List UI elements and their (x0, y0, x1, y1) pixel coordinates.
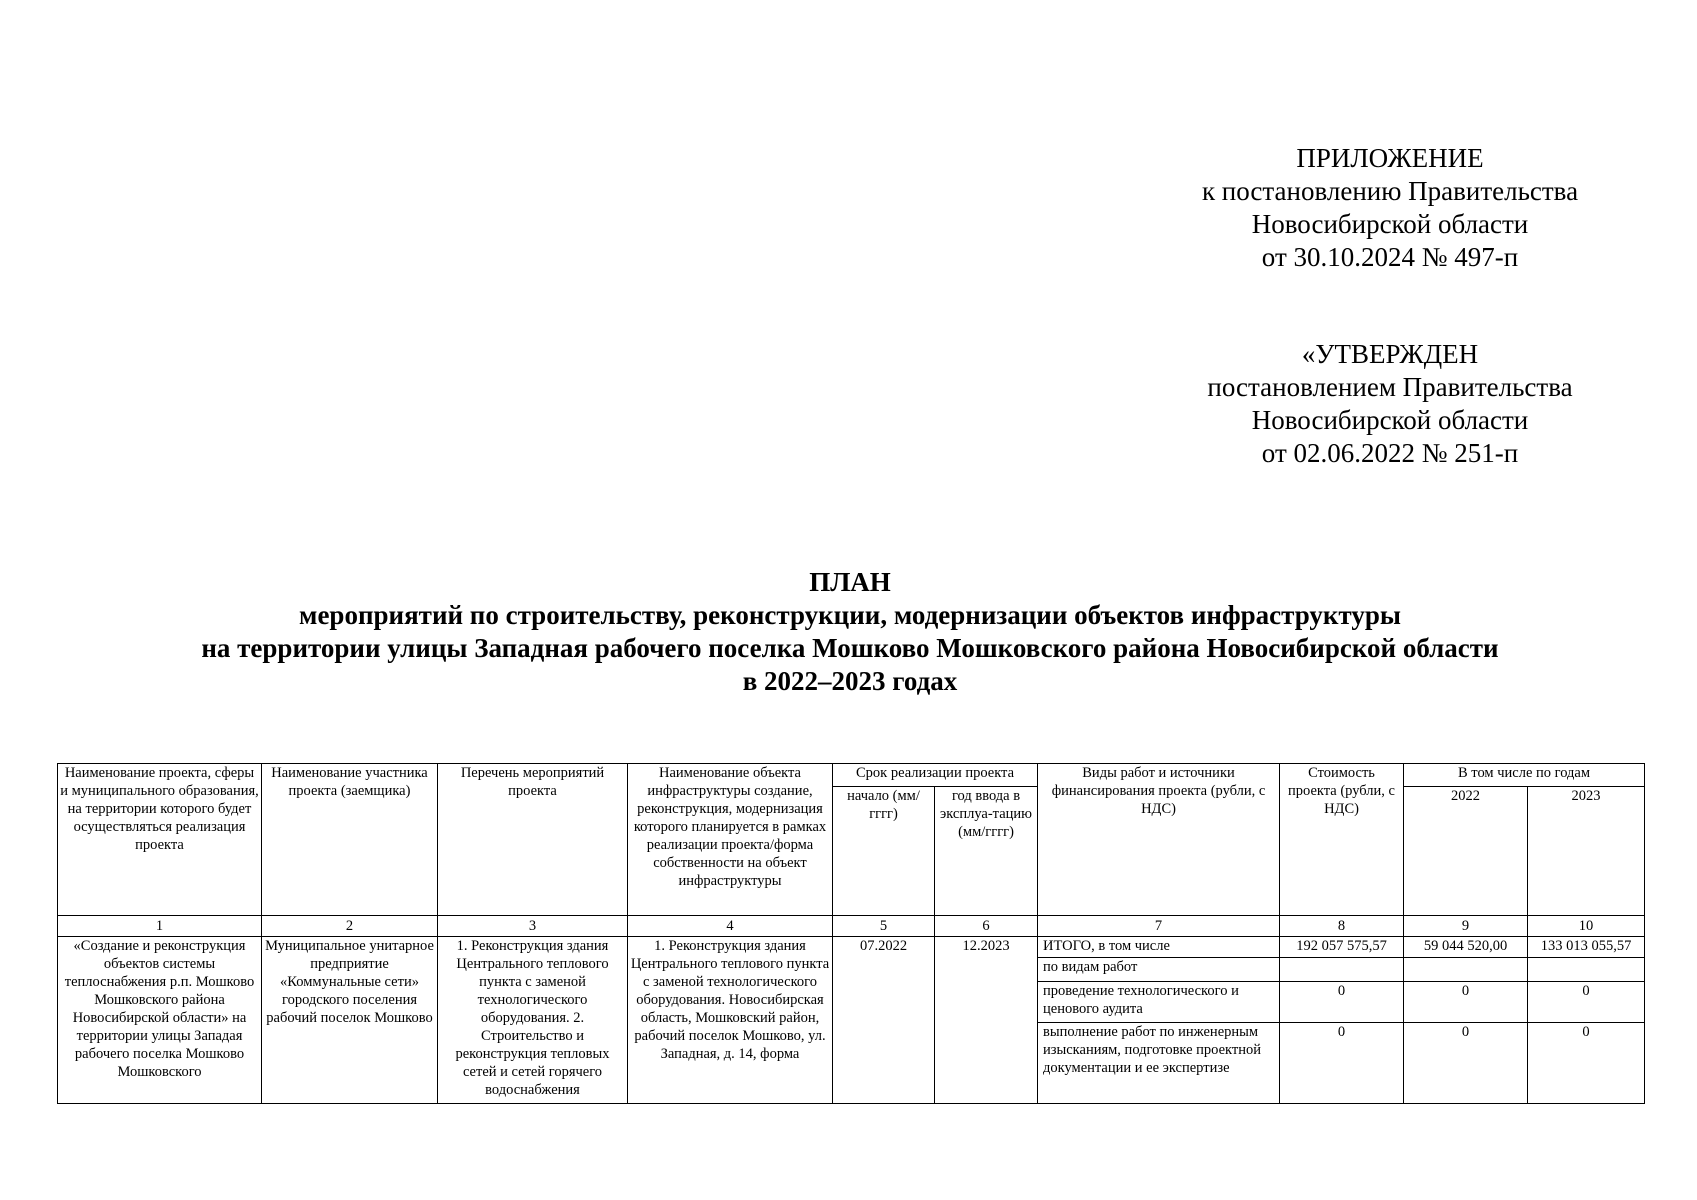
object-cell: 1. Реконструкция здания Центрального теплового пункта с заменой технологического оборудования. Новосибирская область, Мошковский район, рабочий поселок Мошково, ул. Западная, д. 14, форма (628, 937, 833, 1104)
column-number: 1 (58, 916, 262, 937)
column-number: 7 (1038, 916, 1280, 937)
measures-cell: 1. Реконструкция здания Центрального теплового пункта с заменой технологического оборудования. 2. Строительство и реконструкция тепловых сетей и сетей горячего водоснабжения (438, 937, 628, 1104)
participant-cell: Муниципальное унитарное предприятие «Коммунальные сети» городского поселения рабочий поселок Мошково (262, 937, 438, 1104)
header-project-name: Наименование проекта, сферы и муниципального образования, на территории которого будет осуществляться реализация проекта (58, 764, 262, 916)
approved-line: Новосибирской области (1251, 405, 1529, 435)
year-2022-cell: 59 044 520,00 (1404, 937, 1528, 958)
year-2023-cell: 133 013 055,57 (1528, 937, 1645, 958)
header-participant: Наименование участника проекта (заемщика) (262, 764, 438, 916)
column-number: 8 (1280, 916, 1404, 937)
year-2022-cell: 0 (1404, 982, 1528, 1023)
year-2022-cell: 0 (1404, 1023, 1528, 1104)
approved-line: от 02.06.2022 № 251-п (1261, 438, 1519, 468)
title-line: в 2022–2023 годах (742, 666, 958, 696)
project-name-cell: «Создание и реконструкция объектов системы теплоснабжения р.п. Мошково Мошковского района Новосибирской области» на территории улицы Западая рабочего поселка Мошково Мошковского (58, 937, 262, 1104)
header-start: начало (мм/гггг) (833, 787, 935, 916)
total-cost-cell: 192 057 575,57 (1280, 937, 1404, 958)
column-number: 10 (1528, 916, 1645, 937)
header-year-2023: 2023 (1528, 787, 1645, 916)
title-line: ПЛАН (809, 567, 891, 597)
column-number: 9 (1404, 916, 1528, 937)
work-type-cell: выполнение работ по инженерным изысканиям, подготовке проектной документации и ее экспертизе (1038, 1023, 1280, 1104)
column-number: 2 (262, 916, 438, 937)
year-2022-cell (1404, 958, 1528, 982)
column-number: 4 (628, 916, 833, 937)
header-cost: Стоимость проекта (рубли, с НДС) (1280, 764, 1404, 916)
total-cost-cell: 0 (1280, 982, 1404, 1023)
year-2023-cell: 0 (1528, 1023, 1645, 1104)
work-type-cell: ИТОГО, в том числе (1038, 937, 1280, 958)
work-type-cell: по видам работ (1038, 958, 1280, 982)
start-date-cell: 07.2022 (833, 937, 935, 1104)
plan-title (60, 566, 1640, 698)
approved-header (1150, 338, 1630, 470)
total-cost-cell: 0 (1280, 1023, 1404, 1104)
header-years-group: В том числе по годам (1404, 764, 1645, 787)
plan-table (57, 763, 1645, 1104)
title-line: на территории улицы Западная рабочего поселка Мошково Мошковского района Новосибирской области (201, 633, 1499, 663)
header-end: год ввода в эксплуа-тацию (мм/гггг) (935, 787, 1038, 916)
appendix-line: от 30.10.2024 № 497-п (1261, 242, 1519, 272)
total-cost-cell (1280, 958, 1404, 982)
appendix-line: Новосибирской области (1251, 209, 1529, 239)
title-line: мероприятий по строительству, реконструкции, модернизации объектов инфраструктуры (299, 600, 1401, 630)
header-measures: Перечень мероприятий проекта (438, 764, 628, 916)
appendix-line: ПРИЛОЖЕНИЕ (1296, 143, 1484, 173)
header-object: Наименование объекта инфраструктуры создание, реконструкция, модернизация которого планируется в рамках реализации проекта/форма собственности на объект инфраструктуры (628, 764, 833, 916)
column-number: 5 (833, 916, 935, 937)
year-2023-cell (1528, 958, 1645, 982)
appendix-line: к постановлению Правительства (1201, 176, 1579, 206)
header-year-2022: 2022 (1404, 787, 1528, 916)
approved-line: постановлением Правительства (1207, 372, 1573, 402)
header-work-types: Виды работ и источники финансирования проекта (рубли, с НДС) (1038, 764, 1280, 916)
work-type-cell: проведение технологического и ценового аудита (1038, 982, 1280, 1023)
end-date-cell: 12.2023 (935, 937, 1038, 1104)
column-number: 3 (438, 916, 628, 937)
header-period-group: Срок реализации проекта (833, 764, 1038, 787)
approved-line: «УТВЕРЖДЕН (1301, 339, 1479, 369)
appendix-header (1150, 142, 1630, 274)
column-number: 6 (935, 916, 1038, 937)
year-2023-cell: 0 (1528, 982, 1645, 1023)
